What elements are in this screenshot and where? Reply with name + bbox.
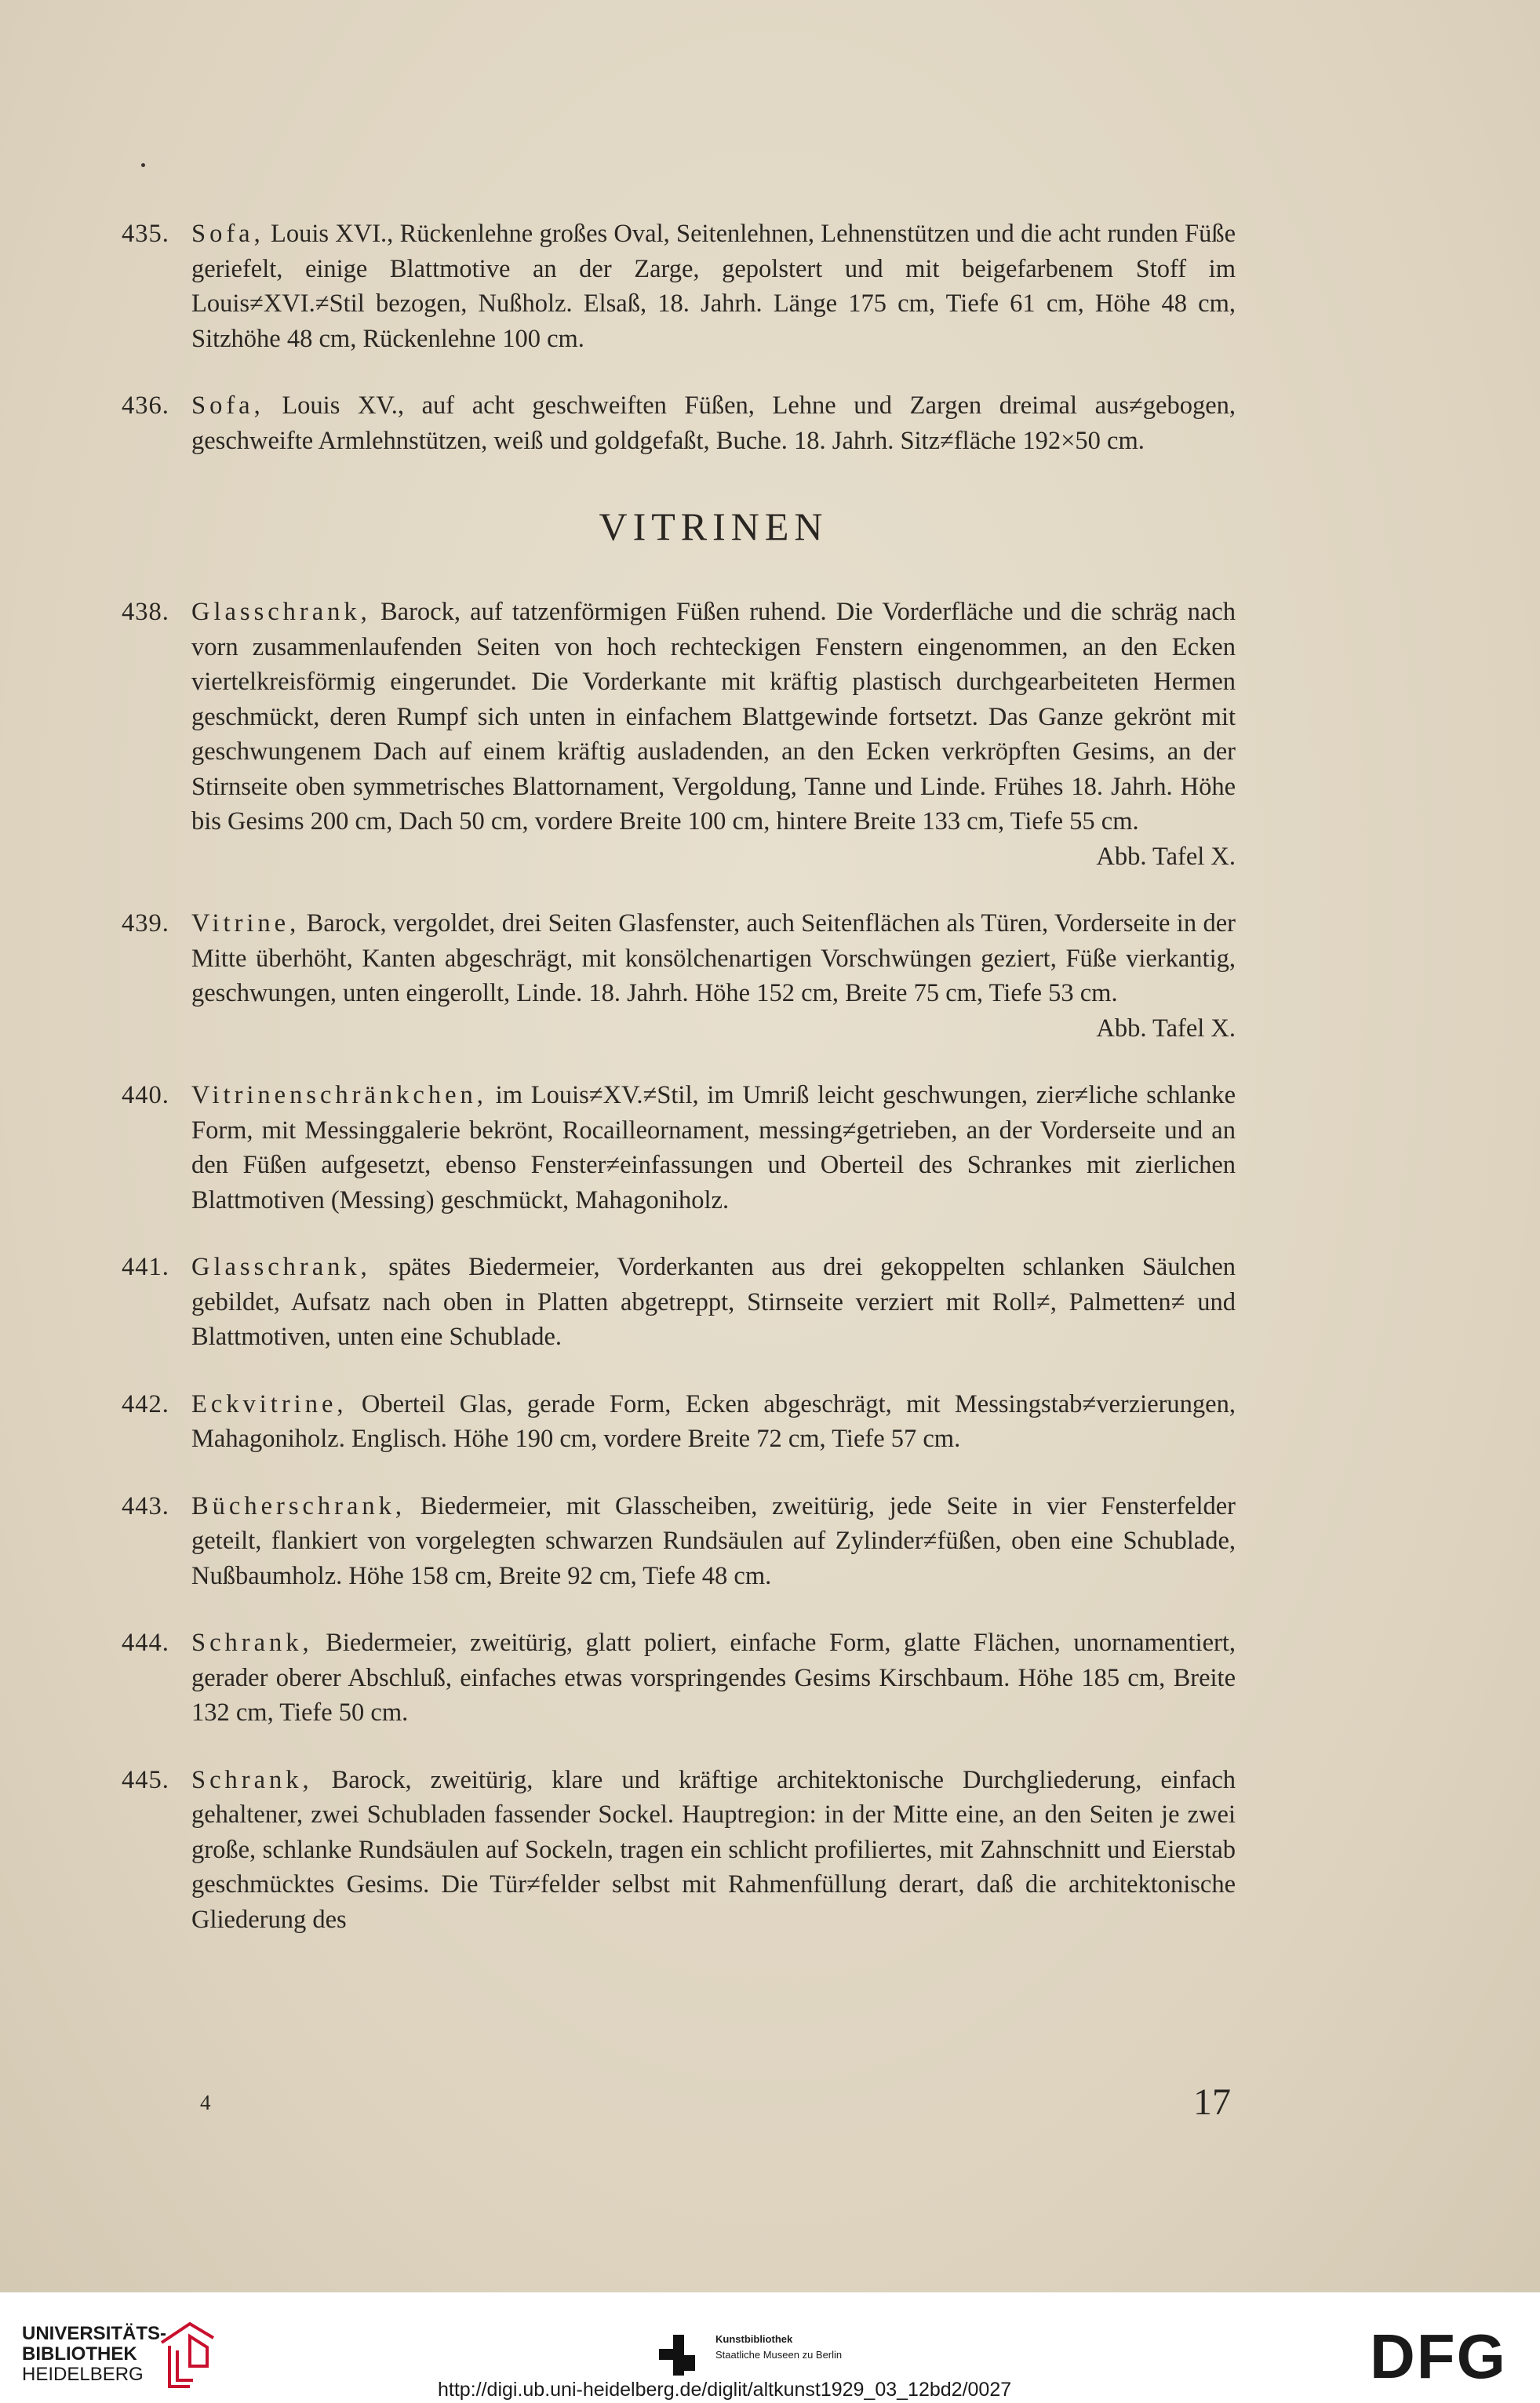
entry-text: spätes Biedermeier, Vorderkanten aus drei gekoppelten schlanken Säulchen gebildet, Aufsatz nach oben in Platten abgetreppt, Stirnseite verziert mit Roll≠, Palmetten≠ und Blattmotiven, unten eine Schublade. xyxy=(191,1253,1236,1351)
ub-line-2: BIBLIOTHEK xyxy=(22,2343,137,2365)
entry-lead: Eckvitrine, xyxy=(191,1389,348,1418)
entry-number: 444. xyxy=(122,1629,169,1657)
entry-lead: Vitrine, xyxy=(191,909,300,938)
catalog-entries xyxy=(122,217,1236,1969)
digitization-footer xyxy=(0,2292,1540,2403)
entry-text: im Louis≠XV.≠Stil, im Umriß leicht geschwungen, zier≠liche schlanke Form, mit Messinggalerie bekrönt, Rocailleornament, messing≠getrieben, an der Vorderseite und an den Füßen aufgesetzt, ebenso Fenster≠einfassungen und Oberteil des Schrankes mit zierlichen Blattmotiven (Messing) geschmückt, Mahagoniholz. xyxy=(191,1081,1236,1214)
entry-number: 441. xyxy=(122,1253,169,1281)
ub-line-1: UNIVERSITÄTS- xyxy=(22,2323,167,2344)
entry-number: 436. xyxy=(122,391,169,420)
entry-text: Barock, vergoldet, drei Seiten Glasfenster, auch Seitenflächen als Türen, Vorderseite in der Mitte überhöht, Kanten abgeschrägt, mit konsölchenartigen Vorschwüngen geziert, Füße vierkantig, geschwungen, unten eingerollt, Linde. 18. Jahrh. Höhe 152 cm, Breite 75 cm, Tiefe 53 cm. xyxy=(191,909,1236,1007)
plate-reference: Abb. Tafel X. xyxy=(1096,842,1236,871)
entry-439 xyxy=(122,906,1236,1046)
entry-number: 443. xyxy=(122,1491,169,1520)
entry-number: 438. xyxy=(122,598,169,626)
entry-lead: Glasschrank, xyxy=(191,1253,371,1281)
entry-436 xyxy=(122,388,1236,458)
source-url-link[interactable]: http://digi.ub.uni-heidelberg.de/diglit/altkunst1929_03_12bd2/0027 xyxy=(438,2379,1012,2401)
entry-lead: Vitrinenschränkchen, xyxy=(191,1081,487,1109)
entry-number: 445. xyxy=(122,1765,169,1794)
entry-text: Barock, auf tatzenförmigen Füßen ruhend. Die Vorderfläche und die schräg nach vorn zusammenlaufenden Seiten von hoch rechteckigen Fenstern eingenommen, an den Ecken viertelkreisförmig eingerundet. Die Vorderkante mit kräftig plastisch durchgearbeiteten Hermen geschmückt, deren Rumpf sich unten in einfachem Blattgewinde fortsetzt. Das Ganze gekrönt mit geschwungenem Dach auf einem kräftig ausladenden, an den Ecken verkröpften Gesims, an der Stirnseite oben symmetrisches Blattornament, Vergoldung, Tanne und Linde. Frühes 18. Jahrh. Höhe bis Gesims 200 cm, Dach 50 cm, vordere Breite 100 cm, hintere Breite 133 cm, Tiefe 55 cm. xyxy=(191,598,1236,836)
entry-text: Louis XV., auf acht geschweiften Füßen, Lehne und Zargen dreimal aus≠gebogen, geschweifte Armlehnstützen, weiß und goldgefaßt, Buche. 18. Jahrh. Sitz≠fläche 192×50 cm. xyxy=(191,391,1236,455)
entry-lead: Schrank, xyxy=(191,1765,313,1794)
kunstbibliothek-label[interactable] xyxy=(715,2332,842,2363)
entry-435 xyxy=(122,217,1236,356)
entry-lead: Sofa, xyxy=(191,391,264,420)
entry-443 xyxy=(122,1489,1236,1594)
ub-line-3: HEIDELBERG xyxy=(22,2364,144,2385)
entry-lead: Glasschrank, xyxy=(191,598,371,626)
entry-text: Biedermeier, zweitürig, glatt poliert, einfache Form, glatte Flächen, unornamentiert, gerader oberer Abschluß, einfaches etwas vorspringendes Gesims Kirschbaum. Höhe 185 cm, Breite 132 cm, Tiefe 50 cm. xyxy=(191,1629,1236,1727)
dfg-logo[interactable]: DFG xyxy=(1370,2321,1507,2391)
entry-lead: Schrank, xyxy=(191,1629,313,1657)
kb-sub: Staatliche Museen zu Berlin xyxy=(715,2349,843,2361)
entry-440 xyxy=(122,1078,1236,1218)
entry-438 xyxy=(122,595,1236,874)
entry-lead: Bücherschrank, xyxy=(191,1491,406,1520)
entry-444 xyxy=(122,1626,1236,1731)
entry-445 xyxy=(122,1763,1236,1938)
entry-number: 439. xyxy=(122,909,169,938)
entry-text: Louis XVI., Rückenlehne großes Oval, Seitenlehnen, Lehnenstützen und die acht runden Füße geriefelt, einige Blattmotive an der Zarge, gepolstert und mit beigefarbenem Stoff im Louis≠XVI.≠Stil bezogen, Nußholz. Elsaß, 18. Jahrh. Länge 175 cm, Tiefe 61 cm, Höhe 48 cm, Sitzhöhe 48 cm, Rückenlehne 100 cm. xyxy=(191,220,1236,353)
signature-mark: 4 xyxy=(200,2091,211,2114)
entry-441 xyxy=(122,1250,1236,1355)
entry-number: 435. xyxy=(122,220,169,248)
plate-reference: Abb. Tafel X. xyxy=(1096,1014,1236,1043)
specks xyxy=(141,163,145,167)
entry-number: 442. xyxy=(122,1389,169,1418)
ub-logo-icon xyxy=(158,2319,217,2391)
entry-lead: Sofa, xyxy=(191,220,264,248)
kunstbibliothek-logo-icon xyxy=(657,2332,701,2379)
university-library-label[interactable] xyxy=(22,2324,166,2385)
kb-name: Kunstbibliothek xyxy=(715,2333,793,2345)
entry-442 xyxy=(122,1387,1236,1457)
entry-text: Biedermeier, mit Glasscheiben, zweitürig, jede Seite in vier Fensterfelder geteilt, flankiert von vorgelegten schwarzen Rundsäulen auf Zylinder≠füßen, oben eine Schublade, Nußbaumholz. Höhe 158 cm, Breite 92 cm, Tiefe 48 cm. xyxy=(191,1491,1236,1590)
page-number: 17 xyxy=(1193,2081,1231,2123)
section-title: VITRINEN xyxy=(599,504,828,548)
entry-text: Barock, zweitürig, klare und kräftige architektonische Durchgliederung, einfach gehaltener, zwei Schubladen fassender Sockel. Hauptregion: in der Mitte eine, an den Seiten je zwei große, schlanke Rundsäulen auf Sockeln, tragen ein schlicht profiliertes, mit Zahnschnitt und Eierstab geschmücktes Gesims. Die Tür≠felder selbst mit Rahmenfüllung derart, daß die architektonische Gliederung des xyxy=(191,1765,1236,1934)
entry-text: Oberteil Glas, gerade Form, Ecken abgeschrägt, mit Messingstab≠verzierungen, Mahagoniholz. Englisch. Höhe 190 cm, vordere Breite 72 cm, Tiefe 57 cm. xyxy=(191,1389,1236,1453)
entry-number: 440. xyxy=(122,1081,169,1109)
